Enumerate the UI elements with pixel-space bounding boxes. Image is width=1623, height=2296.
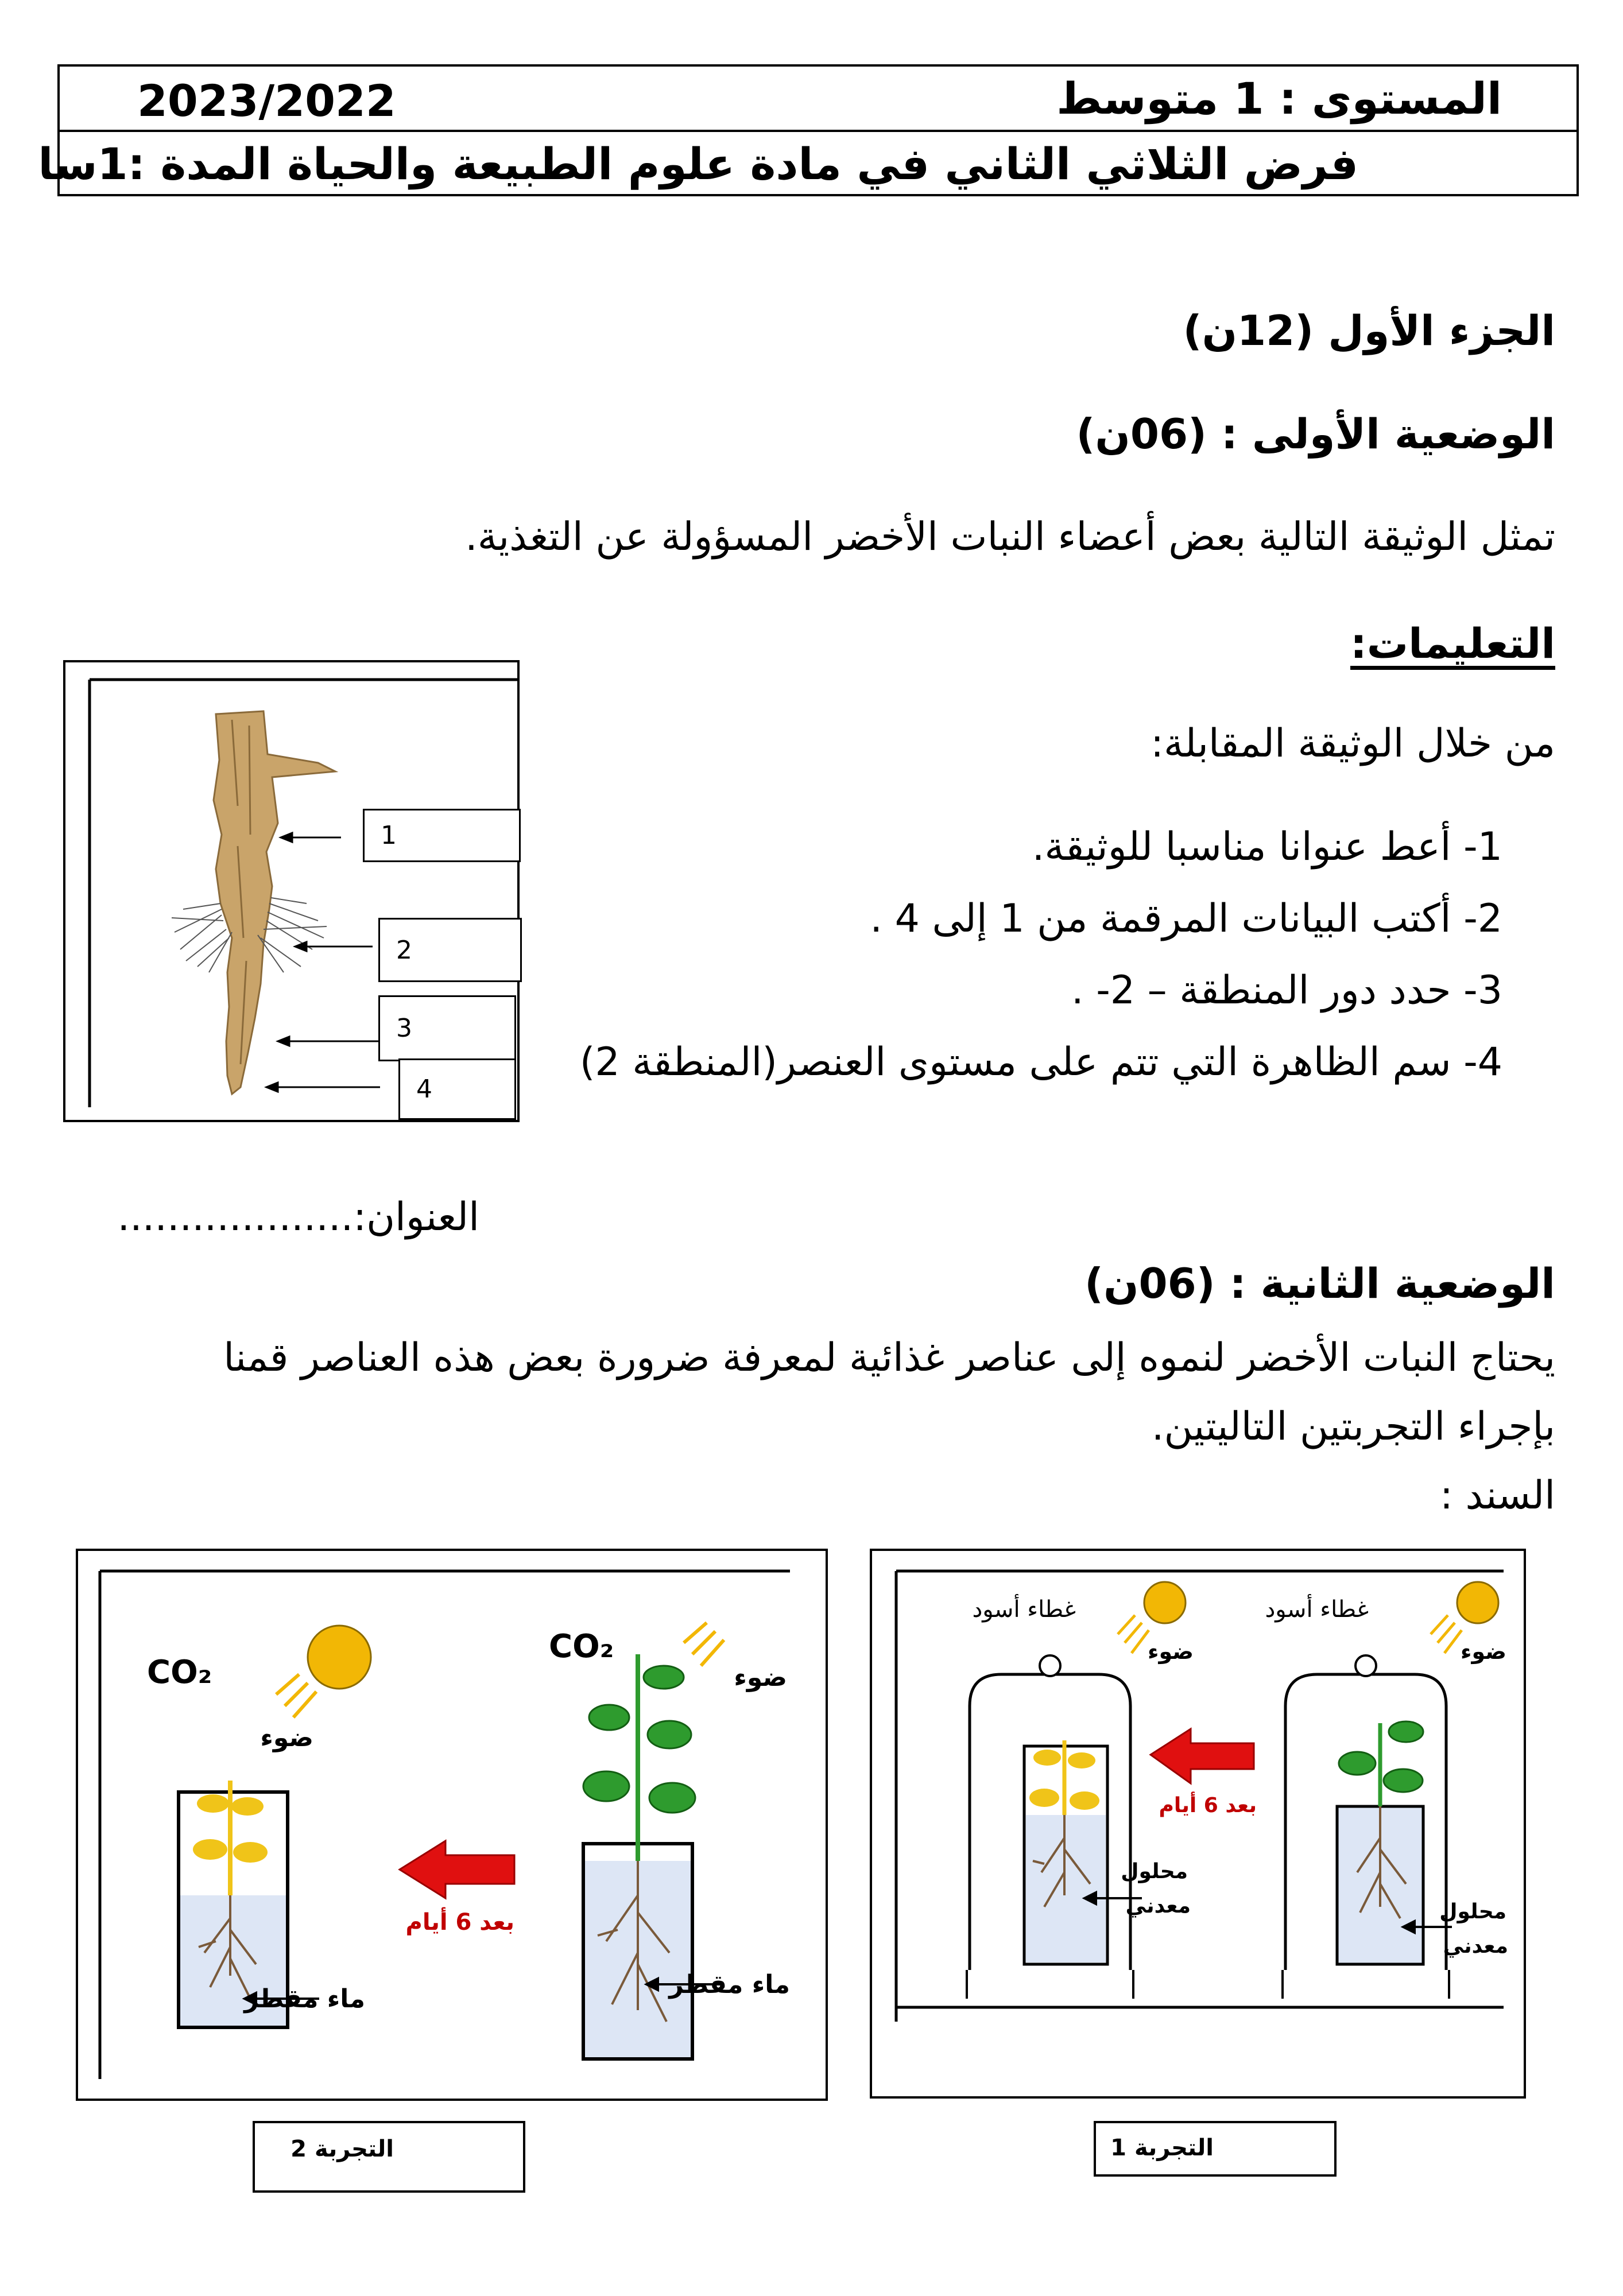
experiment2-drawing bbox=[78, 1551, 826, 2099]
instructions-label: التعليمات: bbox=[1350, 619, 1555, 668]
experiment1-drawing bbox=[872, 1551, 1524, 2096]
svg-text:معدني: معدني bbox=[1443, 1934, 1508, 1958]
level-label: المستوى : 1 متوسط bbox=[1056, 73, 1502, 124]
situation2-heading: الوضعية الثانية : (06ن) bbox=[1084, 1259, 1555, 1308]
school-year: 2023/2022 bbox=[137, 75, 396, 126]
experiment1-figure bbox=[870, 1549, 1526, 2099]
part1-heading: الجزء الأول (12ن) bbox=[1183, 307, 1555, 355]
svg-text:ضوء: ضوء bbox=[260, 1723, 313, 1752]
question-4: 4- سم الظاهرة التي تتم على مستوى العنصر(المنطقة 2) bbox=[579, 1040, 1502, 1085]
header-divider bbox=[60, 130, 1576, 132]
svg-text:غطاء أسود: غطاء أسود bbox=[972, 1596, 1076, 1623]
svg-text:معدني: معدني bbox=[1125, 1894, 1191, 1918]
svg-text:ضوء: ضوء bbox=[1148, 1639, 1194, 1664]
co2-label-right: CO₂ bbox=[549, 1628, 614, 1665]
situation1-heading: الوضعية الأولى : (06ن) bbox=[1076, 410, 1555, 458]
figure-label-2: 2 bbox=[378, 918, 522, 982]
figure-label-3: 3 bbox=[378, 995, 516, 1061]
situation2-intro-line1: يحتاج النبات الأخضر لنموه إلى عناصر غذائية لمعرفة ضرورة بعض هذه العناصر قمنا bbox=[223, 1335, 1555, 1380]
situation2-intro-line2: بإجراء التجربتين التاليتين. bbox=[1151, 1404, 1555, 1449]
svg-text:محلول: محلول bbox=[1121, 1860, 1188, 1883]
header-box bbox=[38, 64, 1579, 196]
svg-text:ماء مقطر: ماء مقطر bbox=[669, 1970, 790, 1999]
experiment2-figure bbox=[76, 1549, 828, 2101]
co2-label-left: CO₂ bbox=[147, 1654, 212, 1691]
svg-text:بعد 6 أيام: بعد 6 أيام bbox=[405, 1909, 514, 1936]
figure-label-4: 4 bbox=[398, 1058, 516, 1120]
title-answer-line: العنوان:................... bbox=[117, 1194, 479, 1240]
instructions-lead: من خلال الوثيقة المقابلة: bbox=[1151, 721, 1555, 766]
svg-text:ضوء: ضوء bbox=[1461, 1639, 1506, 1664]
question-2: 2- أكتب البيانات المرقمة من 1 إلى 4 . bbox=[870, 896, 1502, 941]
svg-text:ماء مقطر: ماء مقطر bbox=[244, 1984, 365, 2014]
svg-text:محلول: محلول bbox=[1439, 1900, 1506, 1923]
exam-title: فرض الثلاثي الثاني في مادة علوم الطبيعة والحياة المدة :1سا bbox=[38, 138, 1358, 189]
figure-label-1: 1 bbox=[363, 809, 521, 862]
question-3: 3- حدد دور المنطقة – 2- . bbox=[1071, 968, 1502, 1013]
svg-text:غطاء أسود: غطاء أسود bbox=[1265, 1596, 1369, 1623]
support-label: السند : bbox=[1439, 1473, 1555, 1518]
svg-text:ضوء: ضوء bbox=[734, 1663, 787, 1692]
red-arrow-icon bbox=[400, 1841, 514, 1898]
root-figure bbox=[63, 660, 520, 1122]
experiment2-caption: التجربة 2 bbox=[253, 2121, 525, 2193]
sun-icon bbox=[308, 1626, 371, 1689]
situation1-intro: تمثل الوثيقة التالية بعض أعضاء النبات الأخضر المسؤولة عن التغذية. bbox=[465, 514, 1555, 560]
question-1: 1- أعط عنوانا مناسبا للوثيقة. bbox=[1032, 824, 1502, 870]
svg-text:بعد 6 أيام: بعد 6 أيام bbox=[1159, 1794, 1257, 1817]
experiment1-caption: التجربة 1 bbox=[1094, 2121, 1337, 2177]
